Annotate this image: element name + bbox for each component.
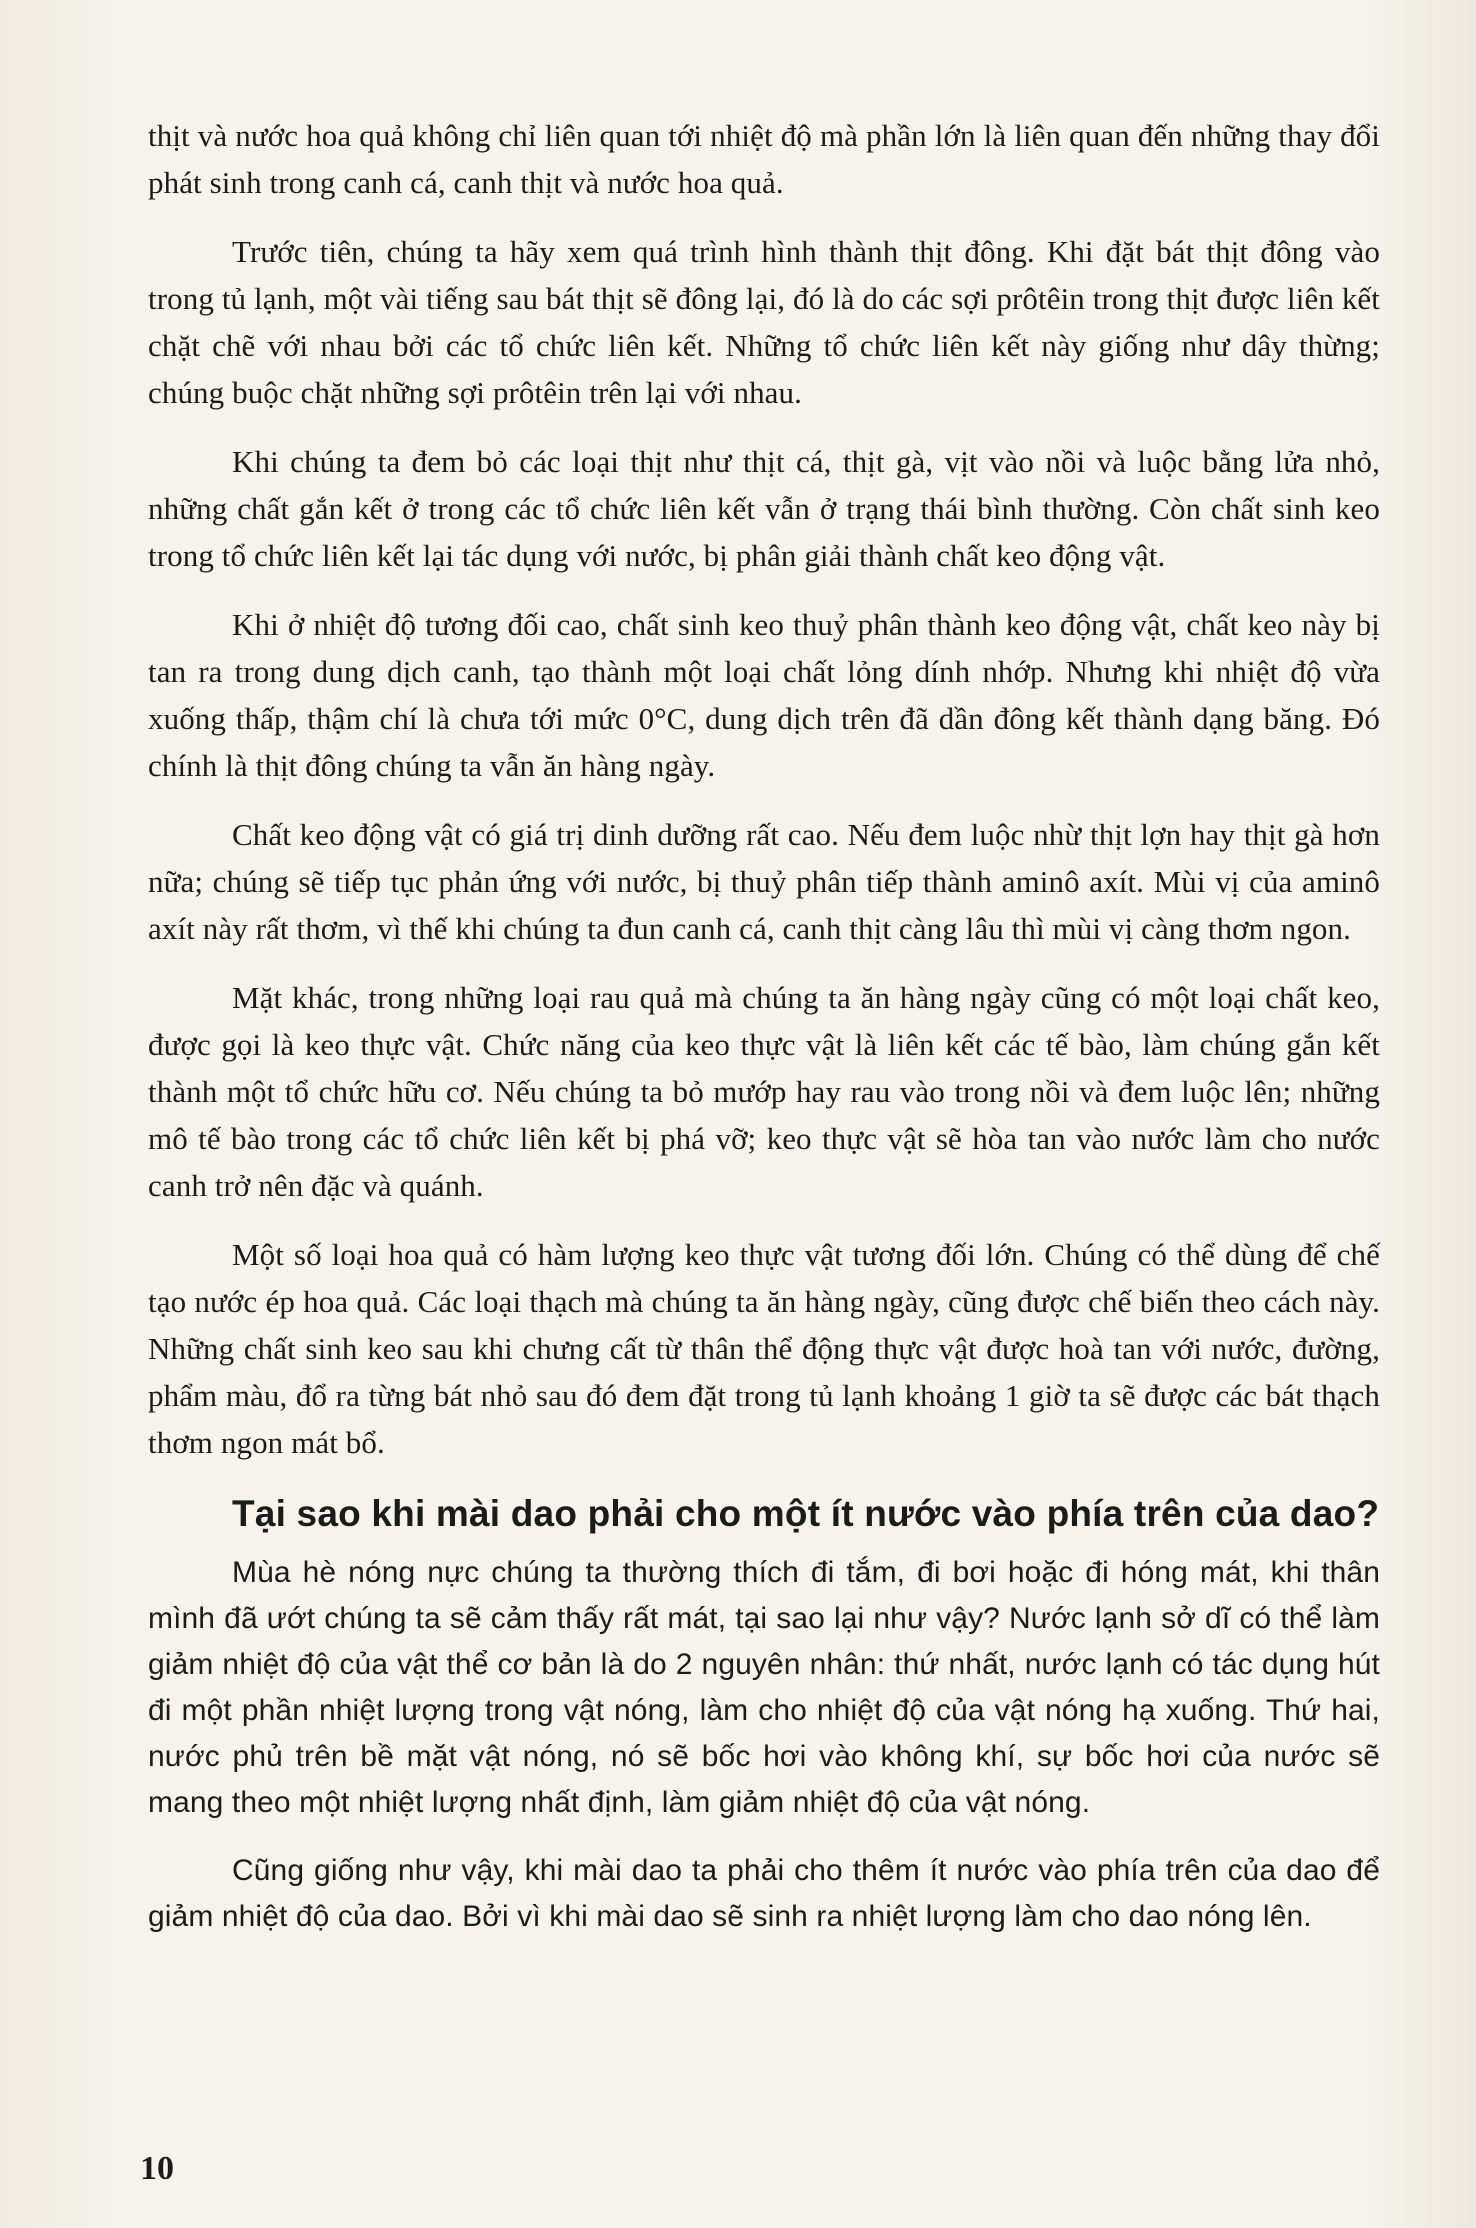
paragraph-1: thịt và nước hoa quả không chỉ liên quan tới nhiệt độ mà phần lớn là liên quan đến những thay đổi phát sinh trong canh cá, canh thịt và nước hoa quả. bbox=[148, 118, 1380, 200]
section-heading: Tại sao khi mài dao phải cho một ít nước vào phía trên của dao? bbox=[232, 1493, 1380, 1534]
section-paragraph-1: Mùa hè nóng nực chúng ta thường thích đi tắm, đi bơi hoặc đi hóng mát, khi thân mình đã ướt chúng ta sẽ cảm thấy rất mát, tại sao lại như vậy? Nước lạnh sở dĩ có thể làm giảm nhiệt độ của vật thể cơ bản là do 2 nguyên nhân: thứ nhất, nước lạnh có tác dụng hút đi một phần nhiệt lượng trong vật nóng, làm cho nhiệt độ của vật nóng hạ xuống. Thứ hai, nước phủ trên bề mặt vật nóng, nó sẽ bốc hơi vào không khí, sự bốc hơi của nước sẽ mang theo một nhiệt lượng nhất định, làm giảm nhiệt độ của vật nóng. bbox=[148, 1556, 1380, 1819]
paragraph-7: Một số loại hoa quả có hàm lượng keo thực vật tương đối lớn. Chúng có thể dùng để chế tạo nước ép hoa quả. Các loại thạch mà chúng ta ăn hàng ngày, cũng được chế biến theo cách này. Những chất sinh keo sau khi chưng cất từ thân thể động thực vật được hoà tan với nước, đường, phẩm màu, đổ ra từng bát nhỏ sau đó đem đặt trong tủ lạnh khoảng 1 giờ ta sẽ được các bát thạch thơm ngon mát bổ. bbox=[148, 1237, 1380, 1460]
paragraph-3: Khi chúng ta đem bỏ các loại thịt như thịt cá, thịt gà, vịt vào nồi và luộc bằng lửa nhỏ, những chất gắn kết ở trong các tổ chức liên kết vẫn ở trạng thái bình thường. Còn chất sinh keo trong tổ chức liên kết lại tác dụng với nước, bị phân giải thành chất keo động vật. bbox=[148, 444, 1380, 573]
paragraph-4: Khi ở nhiệt độ tương đối cao, chất sinh keo thuỷ phân thành keo động vật, chất keo này bị tan ra trong dung dịch canh, tạo thành một loại chất lỏng dính nhớp. Nhưng khi nhiệt độ vừa xuống thấp, thậm chí là chưa tới mức 0°C, dung dịch trên đã dần đông kết thành dạng băng. Đó chính là thịt đông chúng ta vẫn ăn hàng ngày. bbox=[148, 607, 1380, 783]
page-body bbox=[148, 112, 1380, 1962]
paragraph-2: Trước tiên, chúng ta hãy xem quá trình hình thành thịt đông. Khi đặt bát thịt đông vào trong tủ lạnh, một vài tiếng sau bát thịt sẽ đông lại, đó là do các sợi prôtêin trong thịt được liên kết chặt chẽ với nhau bởi các tổ chức liên kết. Những tổ chức liên kết này giống như dây thừng; chúng buộc chặt những sợi prôtêin trên lại với nhau. bbox=[148, 234, 1380, 410]
page-number: 10 bbox=[140, 2150, 174, 2187]
paragraph-5: Chất keo động vật có giá trị dinh dưỡng rất cao. Nếu đem luộc nhừ thịt lợn hay thịt gà hơn nữa; chúng sẽ tiếp tục phản ứng với nước, bị thuỷ phân tiếp thành aminô axít. Mùi vị của aminô axít này rất thơm, vì thế khi chúng ta đun canh cá, canh thịt càng lâu thì mùi vị càng thơm ngon. bbox=[148, 817, 1380, 946]
paragraph-6: Mặt khác, trong những loại rau quả mà chúng ta ăn hàng ngày cũng có một loại chất keo, được gọi là keo thực vật. Chức năng của keo thực vật là liên kết các tế bào, làm chúng gắn kết thành một tổ chức hữu cơ. Nếu chúng ta bỏ mướp hay rau vào trong nồi và đem luộc lên; những mô tế bào trong các tổ chức liên kết bị phá vỡ; keo thực vật sẽ hòa tan vào nước làm cho nước canh trở nên đặc và quánh. bbox=[148, 980, 1380, 1203]
section-paragraph-2: Cũng giống như vậy, khi mài dao ta phải cho thêm ít nước vào phía trên của dao để giảm nhiệt độ của dao. Bởi vì khi mài dao sẽ sinh ra nhiệt lượng làm cho dao nóng lên. bbox=[148, 1854, 1380, 1933]
